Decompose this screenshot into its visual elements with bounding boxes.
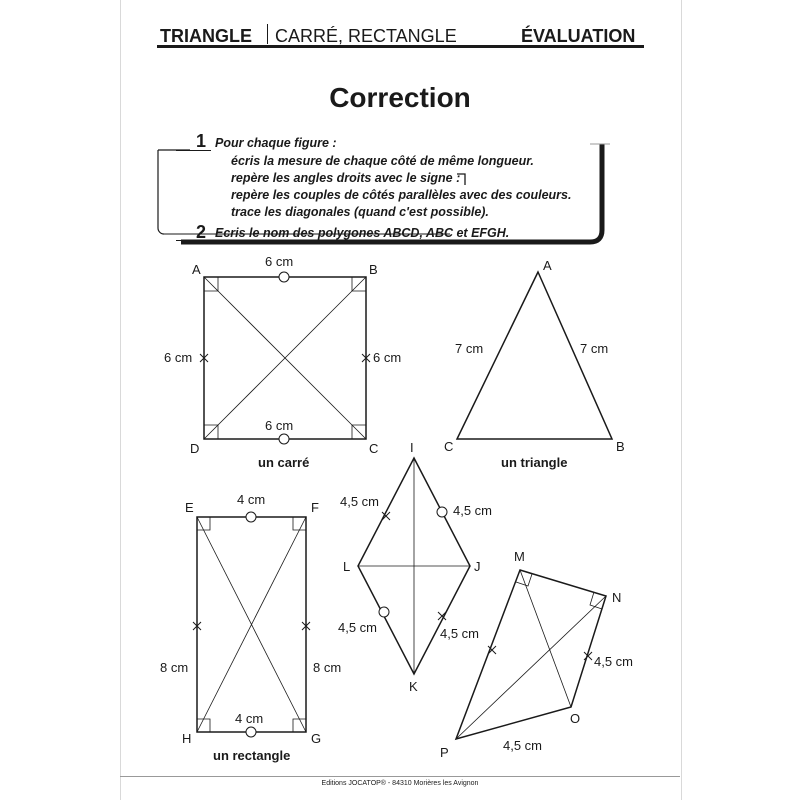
header-separator <box>267 24 268 44</box>
instruction-underline-1 <box>176 150 211 151</box>
measure-label: 4,5 cm <box>340 494 380 509</box>
header-rule <box>157 45 644 48</box>
vertex-label: I <box>410 440 414 455</box>
vertex-label: J <box>474 559 481 574</box>
figure-name-square: un carré <box>258 455 310 470</box>
measure-label: 6 cm <box>164 350 193 365</box>
instruction-underline-2 <box>176 240 211 241</box>
measure-label: 8 cm <box>160 660 189 675</box>
vertex-label: F <box>311 500 319 515</box>
instruction-line: trace les diagonales (quand c'est possible). <box>231 205 489 219</box>
header-topics: CARRÉ, RECTANGLE <box>275 26 457 46</box>
figure-name-rectangle: un rectangle <box>213 748 291 763</box>
vertex-label: M <box>514 549 525 564</box>
measure-label: 4 cm <box>237 492 266 507</box>
worksheet-page <box>120 0 682 800</box>
vertex-label: B <box>616 439 625 454</box>
measure-label: 6 cm <box>265 254 294 269</box>
vertex-label: O <box>570 711 581 726</box>
vertex-label: A <box>192 262 201 277</box>
measure-label: 7 cm <box>580 341 609 356</box>
measure-label: 4,5 cm <box>440 626 480 641</box>
measure-label: 4,5 cm <box>453 503 493 518</box>
vertex-label: C <box>369 441 379 456</box>
measure-label: 7 cm <box>455 341 484 356</box>
vertex-label: N <box>612 590 622 605</box>
vertex-label: G <box>311 731 322 746</box>
vertex-label: E <box>185 500 194 515</box>
page-title: Correction <box>329 82 471 113</box>
vertex-label: L <box>343 559 351 574</box>
header-section: ÉVALUATION <box>521 26 636 46</box>
measure-label: 4 cm <box>235 711 264 726</box>
instruction-line: Ecris le nom des polygones ABCD, ABC et EFGH. <box>215 226 510 240</box>
measure-label: 4,5 cm <box>503 738 543 753</box>
vertex-label: B <box>369 262 378 277</box>
vertex-label: D <box>190 441 200 456</box>
vertex-label: C <box>444 439 454 454</box>
right-angle-sign-icon <box>455 172 469 186</box>
measure-label: 6 cm <box>373 350 402 365</box>
footer-credit: Editions JOCATOP® - 84310 Morières les Avignon <box>321 780 479 787</box>
measure-label: 4,5 cm <box>594 654 634 669</box>
measure-label: 6 cm <box>265 418 294 433</box>
figure-name-triangle: un triangle <box>501 455 568 470</box>
measure-label: 4,5 cm <box>338 620 378 635</box>
measure-label: 8 cm <box>313 660 342 675</box>
vertex-label: A <box>543 258 552 273</box>
vertex-label: K <box>409 679 418 694</box>
vertex-label: P <box>440 745 449 760</box>
instruction-number-2: 2 <box>196 222 207 242</box>
header-subject: TRIANGLE <box>160 26 252 46</box>
instruction-line: Pour chaque figure : <box>215 136 337 150</box>
instruction-line: repère les couples de côtés parallèles avec des couleurs. <box>231 188 572 202</box>
instruction-line: repère les angles droits avec le signe : <box>231 171 461 185</box>
instruction-number-1: 1 <box>196 131 207 151</box>
vertex-label: H <box>182 731 192 746</box>
instruction-line: écris la mesure de chaque côté de même longueur. <box>231 154 534 168</box>
footer-rule <box>120 776 680 777</box>
